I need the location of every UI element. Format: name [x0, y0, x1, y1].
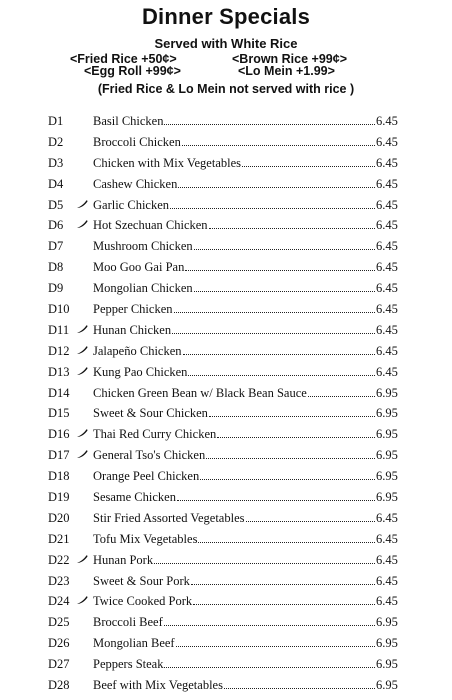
menu-item — [0, 195, 452, 216]
menu-item-name-wrap — [93, 281, 376, 296]
menu-item-price: 6.95 — [376, 406, 398, 421]
menu-item-code: D18 — [48, 469, 70, 484]
menu-item-name-wrap — [93, 302, 376, 317]
addon-fried-rice: <Fried Rice +50¢> — [70, 52, 177, 66]
menu-item — [0, 612, 452, 633]
menu-item-name: Hot Szechuan Chicken — [93, 218, 208, 233]
menu-item-name: Chicken with Mix Vegetables — [93, 155, 242, 170]
menu-item — [0, 153, 452, 174]
menu-item-name-wrap — [93, 198, 376, 213]
menu-item-code: D19 — [48, 490, 70, 505]
menu-item — [0, 487, 452, 508]
menu-item-code: D1 — [48, 114, 64, 128]
menu-item-name: Kung Pao Chicken — [93, 364, 188, 379]
menu-item-price: 6.95 — [376, 636, 398, 651]
menu-item-name: Hunan Chicken — [93, 322, 172, 337]
menu-item-code: D9 — [48, 281, 64, 296]
menu-item-name: Thai Red Curry Chicken — [93, 427, 217, 442]
menu-item-name-wrap — [93, 615, 376, 630]
menu-item-price: 6.45 — [376, 134, 398, 149]
dot-leader — [198, 542, 375, 543]
menu-item-code: D14 — [48, 385, 70, 400]
menu-item — [0, 132, 452, 153]
dot-leader — [182, 145, 375, 146]
menu-item-name: Basil Chicken — [93, 114, 164, 128]
dot-leader — [209, 416, 375, 417]
menu-item-price: 6.95 — [376, 427, 398, 442]
hot-pepper-icon — [76, 219, 88, 229]
menu-item-code: D11 — [48, 322, 70, 337]
dot-leader — [194, 249, 375, 250]
dot-leader — [176, 646, 375, 647]
hot-pepper-icon — [76, 324, 88, 334]
menu-item-code: D12 — [48, 343, 70, 358]
dot-leader — [183, 354, 375, 355]
menu-item-code: D3 — [48, 155, 64, 170]
addon-lo-mein: <Lo Mein +1.99> — [238, 64, 335, 78]
menu-item — [0, 654, 452, 675]
menu-item-name: Pepper Chicken — [93, 302, 173, 317]
menu-item-price: 6.45 — [376, 364, 398, 379]
menu-item-code: D17 — [48, 448, 70, 463]
menu-item-name: Cashew Chicken — [93, 176, 178, 191]
menu-item-name: Twice Cooked Pork — [93, 594, 193, 609]
dot-leader — [191, 584, 375, 585]
menu-item-price: 6.45 — [376, 552, 398, 567]
menu-item-code: D21 — [48, 531, 70, 546]
menu-item-code: D15 — [48, 406, 70, 421]
menu-item-price: 6.45 — [376, 260, 398, 275]
dot-leader — [194, 291, 375, 292]
menu-item-name-wrap — [93, 135, 376, 150]
menu-item-name-wrap — [93, 323, 376, 338]
menu-item-name-wrap — [93, 365, 376, 380]
menu-item — [0, 174, 452, 195]
hot-pepper-icon — [76, 428, 88, 438]
menu-item — [0, 236, 452, 257]
menu-item-name: Sweet & Sour Pork — [93, 573, 190, 588]
hot-pepper-icon — [76, 345, 88, 355]
menu-item-name: Hunan Pork — [93, 552, 154, 567]
menu-item-name-wrap — [93, 427, 376, 442]
menu-item-code: D23 — [48, 573, 70, 588]
dot-leader — [185, 270, 375, 271]
dot-leader — [170, 208, 375, 209]
dot-leader — [188, 375, 375, 376]
menu-item-name: Garlic Chicken — [93, 197, 170, 212]
dot-leader — [209, 228, 375, 229]
menu-item-name-wrap — [93, 469, 376, 484]
dot-leader — [200, 479, 375, 480]
dot-leader — [206, 458, 375, 459]
menu-item-price: 6.45 — [376, 573, 398, 588]
menu-item-price: 6.45 — [376, 197, 398, 212]
menu-item-name: Jalapeño Chicken — [93, 343, 182, 358]
menu-item-price: 6.95 — [376, 448, 398, 463]
menu-item-name-wrap — [93, 657, 376, 672]
menu-item — [0, 215, 452, 236]
menu-item-name-wrap — [93, 678, 376, 693]
dot-leader — [178, 187, 375, 188]
menu-item-name-wrap — [93, 239, 376, 254]
menu-item-price: 6.45 — [376, 531, 398, 546]
menu-item — [0, 508, 452, 529]
rice-note: (Fried Rice & Lo Mein not served with rice ) — [97, 82, 355, 96]
menu-item-price: 6.45 — [376, 155, 398, 170]
rice-subtitle: Served with White Rice — [154, 36, 298, 51]
menu-item-code: D7 — [48, 239, 64, 254]
menu-item-name-wrap — [93, 386, 376, 401]
dot-leader — [164, 667, 375, 668]
menu-item-name-wrap — [93, 594, 376, 609]
menu-item-price: 6.45 — [376, 176, 398, 191]
menu-item-price: 6.45 — [376, 239, 398, 254]
menu-item — [0, 257, 452, 278]
menu-item-name: Beef with Mix Vegetables — [93, 678, 223, 693]
menu-item-code: D8 — [48, 260, 64, 275]
menu-item — [0, 383, 452, 404]
menu-item-name-wrap — [93, 406, 376, 421]
menu-item-name: Mongolian Beef — [93, 636, 175, 651]
menu-item — [0, 675, 452, 696]
menu-item — [0, 633, 452, 654]
menu-item-name: Peppers Steak — [93, 657, 164, 672]
menu-item-code: D20 — [48, 510, 70, 525]
menu-item-price: 6.45 — [376, 302, 398, 317]
menu-item-name-wrap — [93, 344, 376, 359]
menu-item-price: 6.45 — [376, 594, 398, 609]
menu-item-name-wrap — [93, 114, 376, 129]
menu-item-price: 6.45 — [376, 281, 398, 296]
menu-item-name: Orange Peel Chicken — [93, 469, 200, 484]
dot-leader — [217, 437, 375, 438]
menu-item — [0, 299, 452, 320]
menu-item-name-wrap — [93, 260, 376, 275]
dot-leader — [242, 166, 375, 167]
menu-item — [0, 550, 452, 571]
menu-item-price: 6.45 — [376, 114, 398, 128]
menu-item — [0, 424, 452, 445]
menu-item-name: Mongolian Chicken — [93, 281, 193, 296]
menu-item-name: Stir Fried Assorted Vegetables — [93, 510, 245, 525]
menu-item-name-wrap — [93, 218, 376, 233]
hot-pepper-icon — [76, 449, 88, 459]
menu-item-name-wrap — [93, 553, 376, 568]
menu-item-name-wrap — [93, 636, 376, 651]
menu-item-name: Sesame Chicken — [93, 490, 176, 505]
menu-item — [0, 111, 452, 132]
dot-leader — [172, 333, 375, 334]
hot-pepper-icon — [76, 199, 88, 209]
menu-item-name: General Tso's Chicken — [93, 448, 206, 463]
menu-item — [0, 466, 452, 487]
menu-item — [0, 571, 452, 592]
menu-item-name: Sweet & Sour Chicken — [93, 406, 208, 421]
menu-item-name-wrap — [93, 177, 376, 192]
menu-item — [0, 529, 452, 550]
menu-item-name-wrap — [93, 574, 376, 589]
menu-item — [0, 341, 452, 362]
menu-item-name: Mushroom Chicken — [93, 239, 193, 254]
menu-item-code: D5 — [48, 197, 64, 212]
menu-item-code: D10 — [48, 302, 70, 317]
menu-item-code: D25 — [48, 615, 70, 630]
menu-item-price: 6.45 — [376, 343, 398, 358]
dot-leader — [177, 500, 375, 501]
menu-item-price: 6.95 — [376, 615, 398, 630]
addon-egg-roll: <Egg Roll +99¢> — [84, 64, 181, 78]
dot-leader — [154, 563, 375, 564]
menu-item-code: D24 — [48, 594, 70, 609]
menu-item-code: D4 — [48, 176, 64, 191]
menu-item-code: D26 — [48, 636, 70, 651]
menu-item — [0, 362, 452, 383]
hot-pepper-icon — [76, 366, 88, 376]
hot-pepper-icon — [76, 595, 88, 605]
menu-item-code: D22 — [48, 552, 70, 567]
menu-item-name: Chicken Green Bean w/ Black Bean Sauce — [93, 385, 307, 400]
menu-item-name-wrap — [93, 490, 376, 505]
dot-leader — [308, 396, 375, 397]
menu-item-price: 6.45 — [376, 510, 398, 525]
menu-item-name-wrap — [93, 448, 376, 463]
menu-item-price: 6.95 — [376, 678, 398, 693]
dot-leader — [193, 604, 375, 605]
menu-item — [0, 320, 452, 341]
menu-item-code: D28 — [48, 678, 70, 693]
addon-brown-rice: <Brown Rice +99¢> — [232, 52, 347, 66]
menu-item-name: Broccoli Beef — [93, 615, 163, 630]
menu-item-code: D13 — [48, 364, 70, 379]
menu-item-name-wrap — [93, 156, 376, 171]
menu-item — [0, 278, 452, 299]
menu-item-code: D27 — [48, 657, 70, 672]
dot-leader — [174, 312, 376, 313]
hot-pepper-icon — [76, 554, 88, 564]
menu-item-code: D6 — [48, 218, 64, 233]
menu-item-name: Moo Goo Gai Pan — [93, 260, 185, 275]
dot-leader — [224, 688, 375, 689]
menu-list — [0, 111, 452, 696]
dot-leader — [246, 521, 376, 522]
menu-item-name-wrap — [93, 532, 376, 547]
menu-item-price: 6.95 — [376, 385, 398, 400]
menu-item — [0, 591, 452, 612]
menu-item-name: Tofu Mix Vegetables — [93, 531, 198, 546]
page-title: Dinner Specials — [141, 4, 311, 29]
menu-item-price: 6.45 — [376, 218, 398, 233]
menu-item-code: D2 — [48, 134, 64, 149]
menu-item-price: 6.95 — [376, 657, 398, 672]
menu-item-price: 6.95 — [376, 469, 398, 484]
menu-item-code: D16 — [48, 427, 70, 442]
dot-leader — [164, 124, 375, 125]
dot-leader — [164, 625, 375, 626]
menu-item-price: 6.45 — [376, 322, 398, 337]
menu-item — [0, 445, 452, 466]
menu-item-price: 6.95 — [376, 490, 398, 505]
menu-item-name-wrap — [93, 511, 376, 526]
menu-item-name: Broccoli Chicken — [93, 134, 181, 149]
menu-item — [0, 403, 452, 424]
